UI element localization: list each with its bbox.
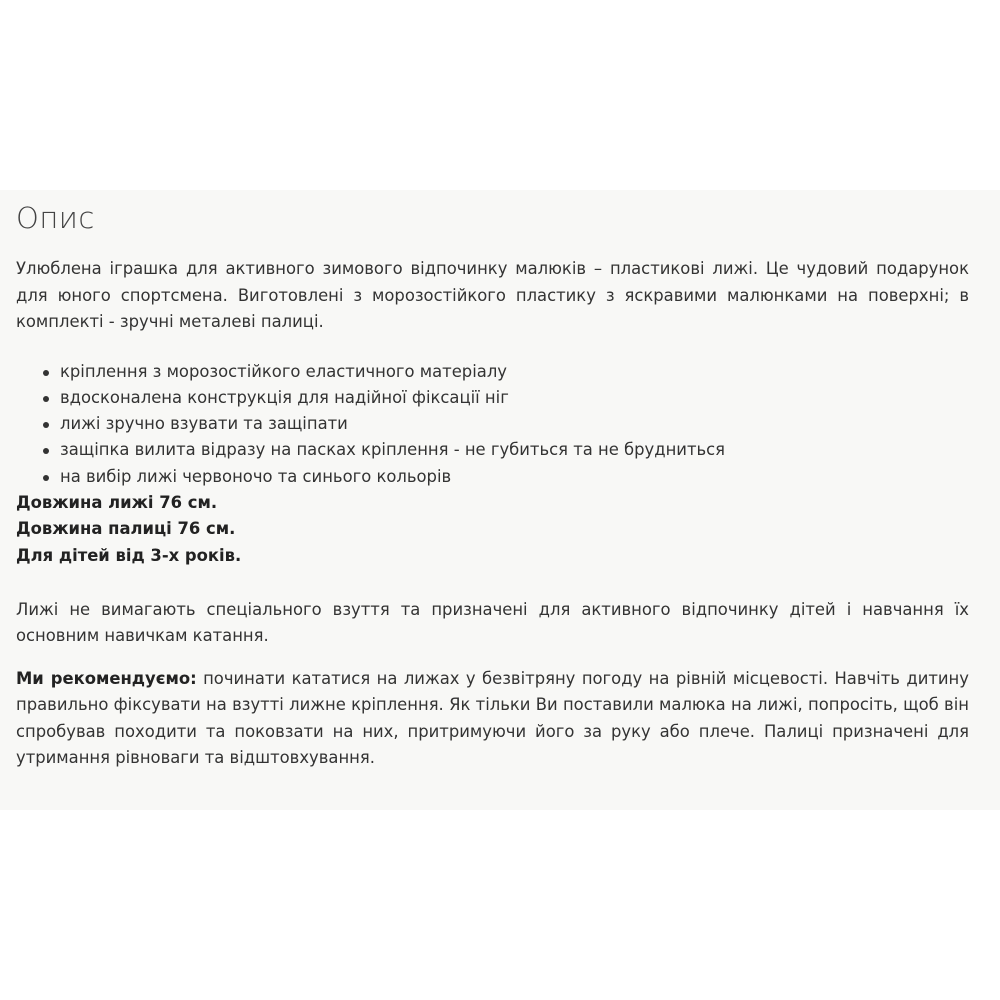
section-title: Опис xyxy=(16,201,95,235)
list-item: на вибір лижі червоночо та синього кольорів xyxy=(60,464,969,490)
usage-paragraph: Лижі не вимагають спеціального взуття та призначені для активного відпочинку дітей і навчання їх основним навичкам катання. xyxy=(16,599,969,646)
pole-length: Довжина палиці 76 см. xyxy=(16,519,236,539)
recommendation-text: починати кататися на лижах у безвітряну погоду на рівній місцевості. Навчіть дитину правильно фіксувати на взутті лижне кріплення. Як тільки Ви поставили малюка на лижі, попросіть, щоб він спробував походити та поковзати на них, притримуючи його за руку або плече. Палиці призначені для утримання рівноваги та відштовхування. xyxy=(16,668,969,768)
list-item: лижі зручно взувати та защіпати xyxy=(60,411,969,437)
list-item: вдосконалена конструкція для надійної фіксації ніг xyxy=(60,385,969,411)
recommendation-paragraph xyxy=(16,666,969,772)
age-range: Для дітей від 3-х років. xyxy=(16,545,242,565)
recommendation-label: Ми рекомендуємо: xyxy=(16,668,197,688)
features-list xyxy=(16,359,969,490)
intro-paragraph: Улюблена іграшка для активного зимового відпочинку малюків – пластикові лижі. Це чудовий подарунок для юного спортсмена. Виготовлені з морозостійкого пластику з яскравими малюнками на поверхні; в комплекті - зручні металеві палиці. xyxy=(16,259,969,331)
list-item: кріплення з морозостійкого еластичного матеріалу xyxy=(60,359,969,385)
ski-length: Довжина лижі 76 см. xyxy=(16,492,218,512)
list-item: защіпка вилита відразу на пасках кріплення - не губиться та не брудниться xyxy=(60,437,969,463)
specs-block xyxy=(16,490,969,569)
description-panel xyxy=(0,190,1000,810)
